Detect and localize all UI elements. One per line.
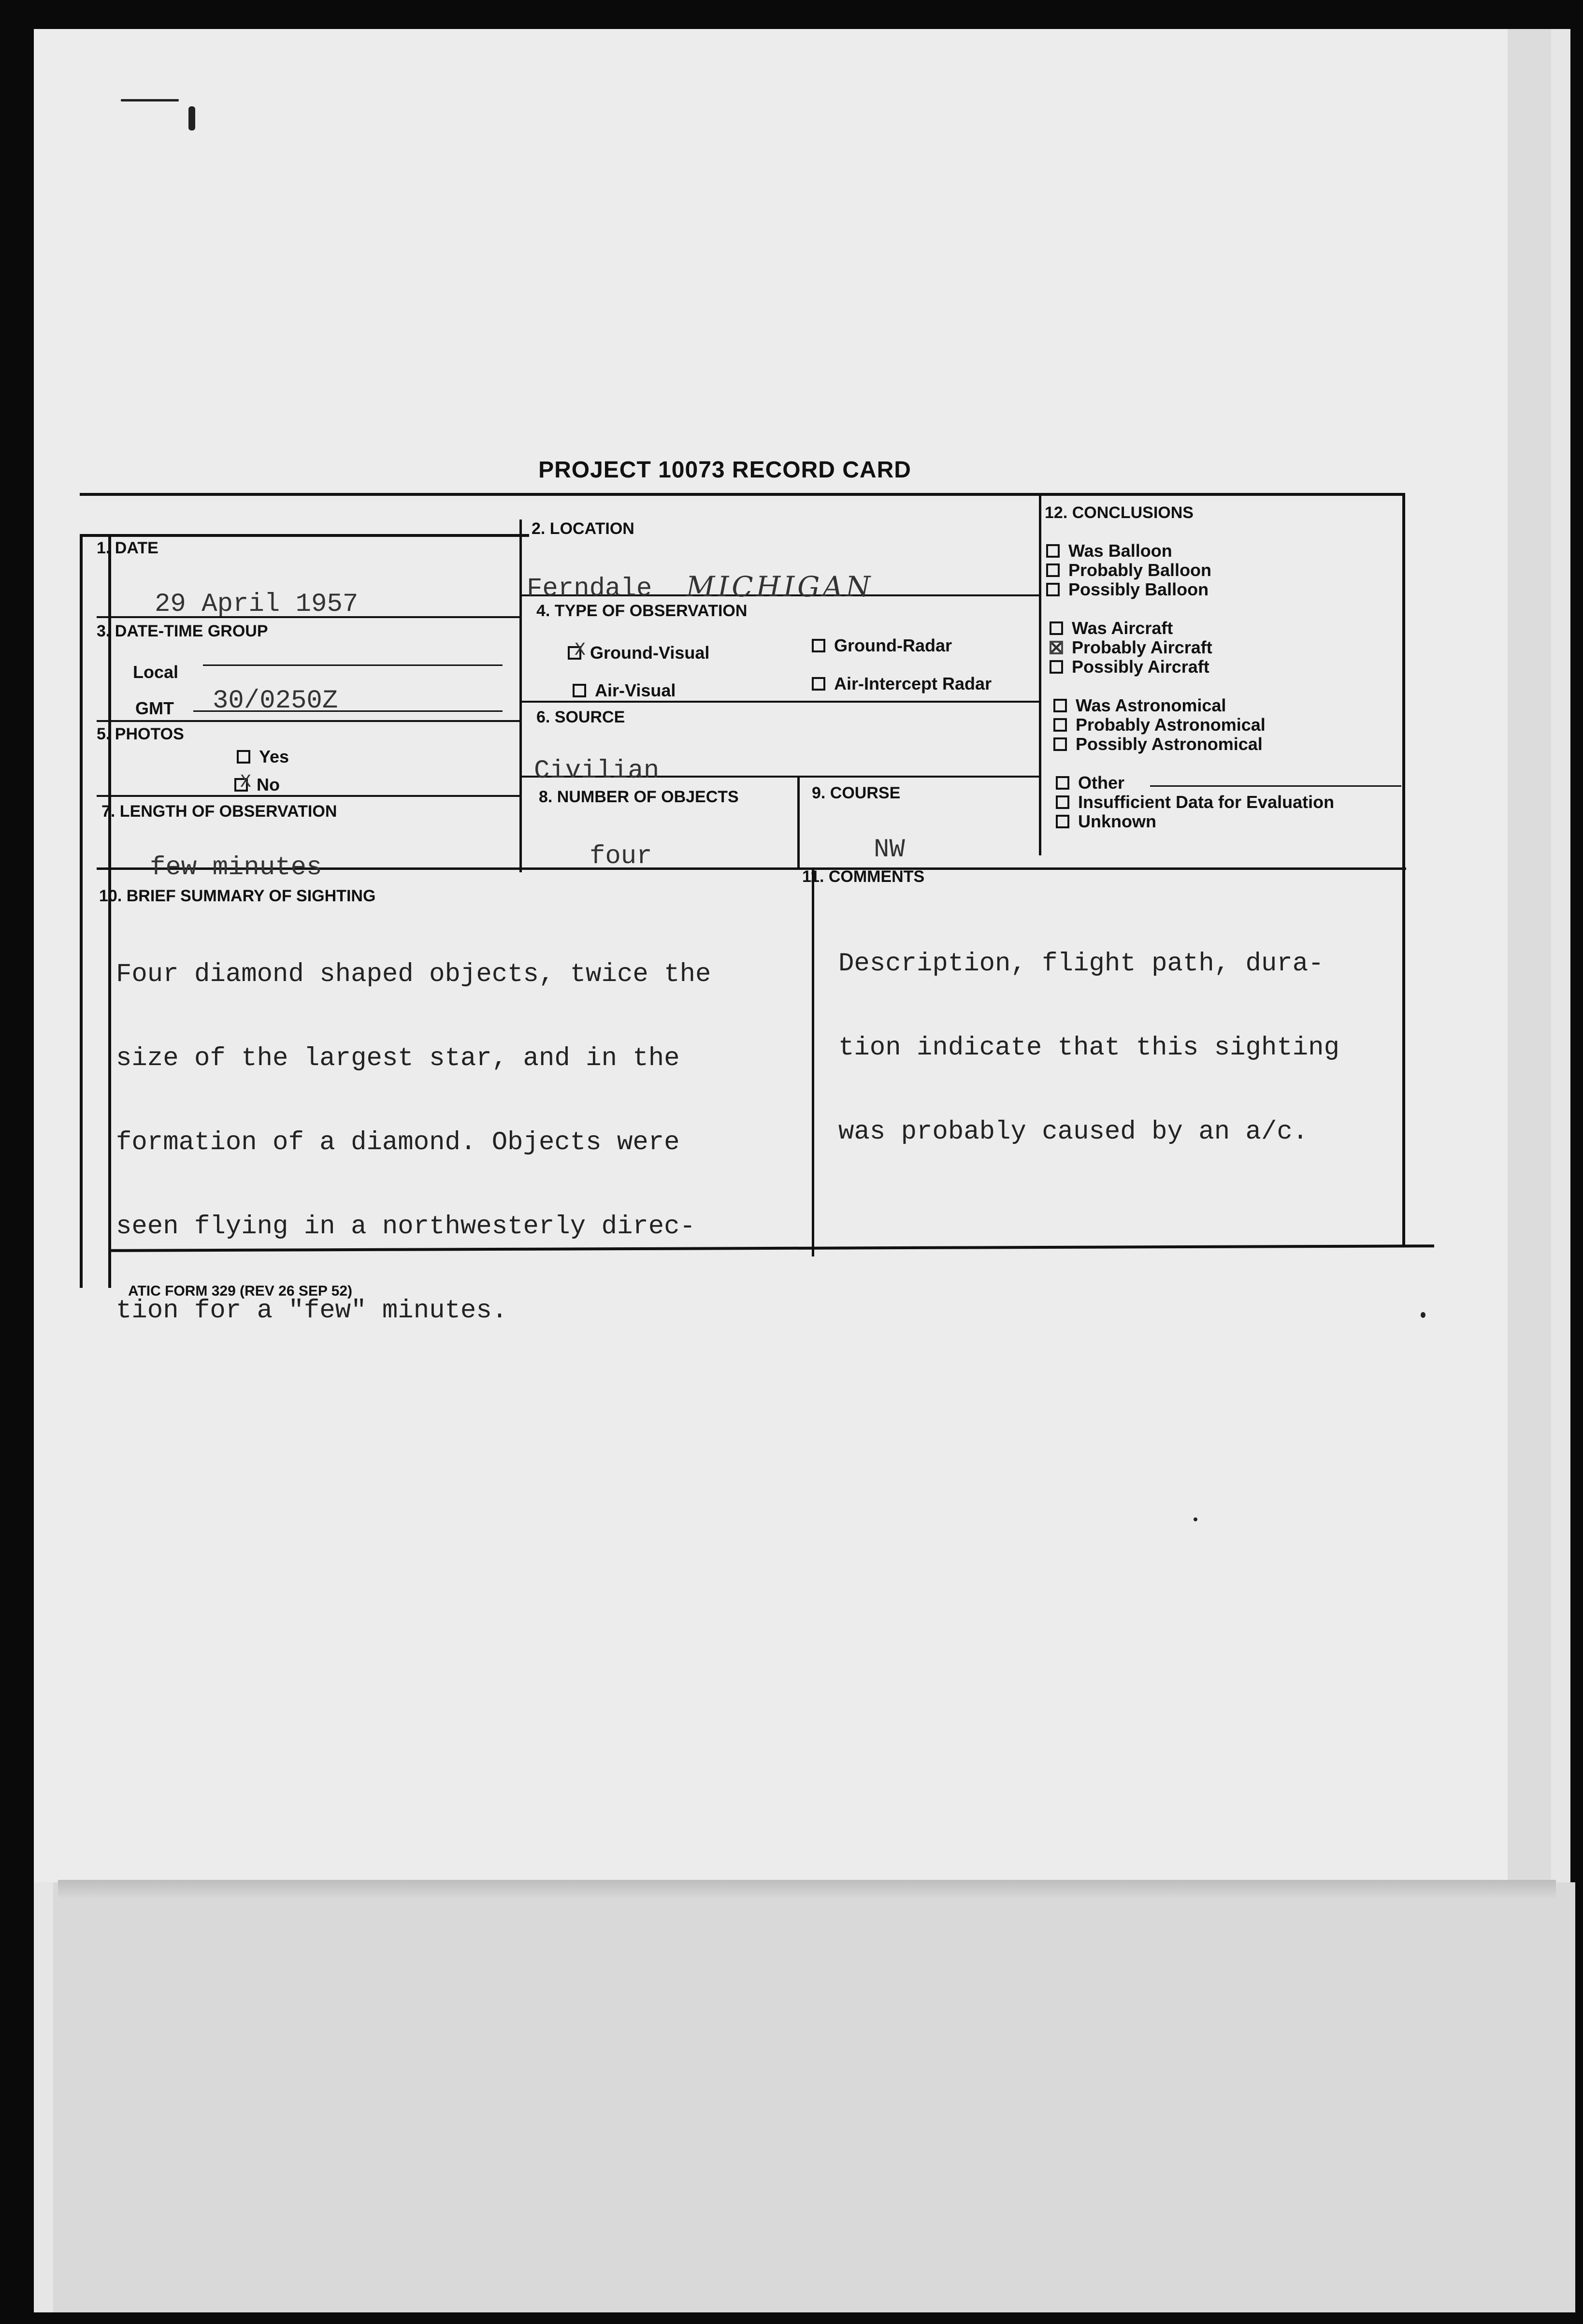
comments-line: tion indicate that this sighting [838, 1033, 1339, 1063]
source-label: 6. SOURCE [536, 708, 625, 726]
card-title: PROJECT 10073 RECORD CARD [538, 457, 911, 483]
speck [1421, 1312, 1425, 1318]
frame-left [80, 534, 83, 1288]
course-label: 9. COURSE [812, 784, 901, 802]
rule-length [97, 795, 522, 797]
speck [121, 99, 179, 101]
conclusion-possibly-astronomical[interactable] [1053, 735, 1263, 754]
comments-line: was probably caused by an a/c. [838, 1117, 1309, 1147]
rule-local [203, 664, 503, 666]
comments-text [838, 894, 1399, 1202]
conclusion-was-balloon[interactable] [1046, 541, 1172, 561]
checkbox-air-visual[interactable] [573, 684, 586, 697]
frame-right [1402, 493, 1405, 1247]
photos-yes-label: Yes [259, 747, 289, 766]
divider-col1 [519, 520, 522, 872]
photos-yes[interactable] [237, 747, 289, 767]
option-air-visual[interactable] [573, 680, 676, 701]
conclusion-label: Probably Balloon [1068, 560, 1212, 580]
number-label: 8. NUMBER OF OBJECTS [539, 788, 739, 806]
checkbox[interactable] [1050, 621, 1063, 635]
source-value: Civilian [534, 756, 660, 786]
checkbox[interactable] [1050, 660, 1063, 674]
location-handwritten: MICHIGAN [686, 570, 874, 603]
summary-line: formation of a diamond. Objects were [116, 1128, 680, 1157]
checkbox-photos-yes[interactable] [237, 750, 250, 764]
conclusion-label: Possibly Balloon [1068, 579, 1209, 599]
conclusion-probably-balloon[interactable] [1046, 561, 1211, 580]
summary-line: Four diamond shaped objects, twice the [116, 960, 711, 989]
date-value: 29 April 1957 [155, 590, 359, 619]
checkbox-air-intercept-radar[interactable] [812, 677, 825, 691]
conclusion-probably-aircraft[interactable] [1050, 638, 1212, 657]
divider-bottom [812, 870, 814, 1256]
conclusions-label: 12. CONCLUSIONS [1045, 504, 1194, 522]
checkbox[interactable] [1053, 718, 1067, 732]
conclusion-label: Probably Astronomical [1076, 715, 1266, 735]
conclusion-possibly-aircraft[interactable] [1050, 657, 1209, 677]
summary-text [116, 905, 807, 1381]
option-label: Ground-Visual [590, 643, 710, 663]
type-label: 4. TYPE OF OBSERVATION [536, 602, 748, 620]
comments-label: 11. COMMENTS [802, 867, 925, 886]
location-value: Ferndale [527, 574, 652, 604]
checkbox[interactable] [1046, 544, 1060, 558]
checkbox[interactable] [1053, 699, 1067, 712]
summary-line: seen flying in a northwesterly direc- [116, 1212, 695, 1241]
summary-line: size of the largest star, and in the [116, 1044, 680, 1073]
datetime-label: 3. DATE-TIME GROUP [97, 622, 268, 640]
local-label: Local [133, 662, 179, 682]
conclusion-label: Insufficient Data for Evaluation [1078, 792, 1335, 812]
gmt-label: GMT [135, 698, 174, 718]
summary-label: 10. BRIEF SUMMARY OF SIGHTING [99, 887, 376, 905]
checkbox-mark: X [240, 772, 251, 793]
photos-label: 5. PHOTOS [97, 725, 184, 743]
checkbox-checked[interactable] [1050, 641, 1063, 654]
frame-top-left [80, 534, 529, 537]
conclusion-possibly-balloon[interactable] [1046, 580, 1209, 599]
summary-line: tion for a "few" minutes. [116, 1296, 508, 1326]
option-ground-visual[interactable] [568, 640, 710, 663]
conclusion-unknown[interactable] [1056, 812, 1156, 831]
conclusion-label: Probably Aircraft [1072, 637, 1212, 657]
conclusion-label: Possibly Astronomical [1076, 734, 1263, 754]
frame-top [80, 493, 1404, 496]
checkbox[interactable] [1056, 815, 1069, 828]
checkbox[interactable] [1046, 583, 1060, 596]
conclusion-label: Possibly Aircraft [1072, 657, 1209, 677]
checkbox[interactable] [1046, 563, 1060, 577]
gmt-value: 30/0250Z [213, 686, 338, 716]
conclusion-label: Was Balloon [1068, 541, 1172, 561]
conclusion-other[interactable] [1056, 773, 1124, 793]
date-label: 1. DATE [97, 539, 158, 557]
rule-type [522, 701, 1039, 703]
option-label: Ground-Radar [834, 635, 952, 655]
checkbox-ground-radar[interactable] [812, 639, 825, 652]
rule-other [1150, 785, 1401, 787]
conclusion-label: Was Aircraft [1072, 618, 1173, 638]
conclusion-was-astronomical[interactable] [1053, 696, 1226, 715]
checkbox[interactable] [1056, 776, 1069, 790]
checkbox[interactable] [1056, 795, 1069, 809]
conclusion-label: Was Astronomical [1076, 695, 1226, 715]
conclusion-probably-astronomical[interactable] [1053, 715, 1266, 735]
photos-no[interactable] [234, 772, 280, 795]
location-label: 2. LOCATION [532, 520, 634, 538]
comments-line: Description, flight path, dura- [838, 949, 1324, 979]
length-value: few minutes [150, 853, 322, 882]
divider-col2 [1039, 495, 1041, 855]
number-value: four [590, 842, 652, 871]
divider-course [797, 776, 800, 870]
option-label: Air-Visual [595, 680, 676, 700]
option-ground-radar[interactable] [812, 635, 952, 656]
course-value: NW [874, 835, 905, 865]
conclusion-was-aircraft[interactable] [1050, 619, 1173, 638]
rule-photos [97, 720, 522, 722]
speck [1194, 1517, 1197, 1521]
option-label: Air-Intercept Radar [834, 674, 992, 693]
form-footer: ATIC FORM 329 (REV 26 SEP 52) [128, 1283, 353, 1299]
option-air-intercept-radar[interactable] [812, 674, 992, 694]
frame-left-lower [108, 534, 111, 1288]
conclusion-label: Other [1078, 773, 1125, 793]
speck [188, 106, 195, 130]
length-label: 7. LENGTH OF OBSERVATION [101, 802, 337, 821]
checkbox-mark: X [575, 640, 586, 661]
conclusion-insufficient-data[interactable] [1056, 793, 1334, 812]
checkbox[interactable] [1053, 737, 1067, 751]
conclusion-label: Unknown [1078, 811, 1156, 831]
photos-no-label: No [257, 775, 280, 794]
